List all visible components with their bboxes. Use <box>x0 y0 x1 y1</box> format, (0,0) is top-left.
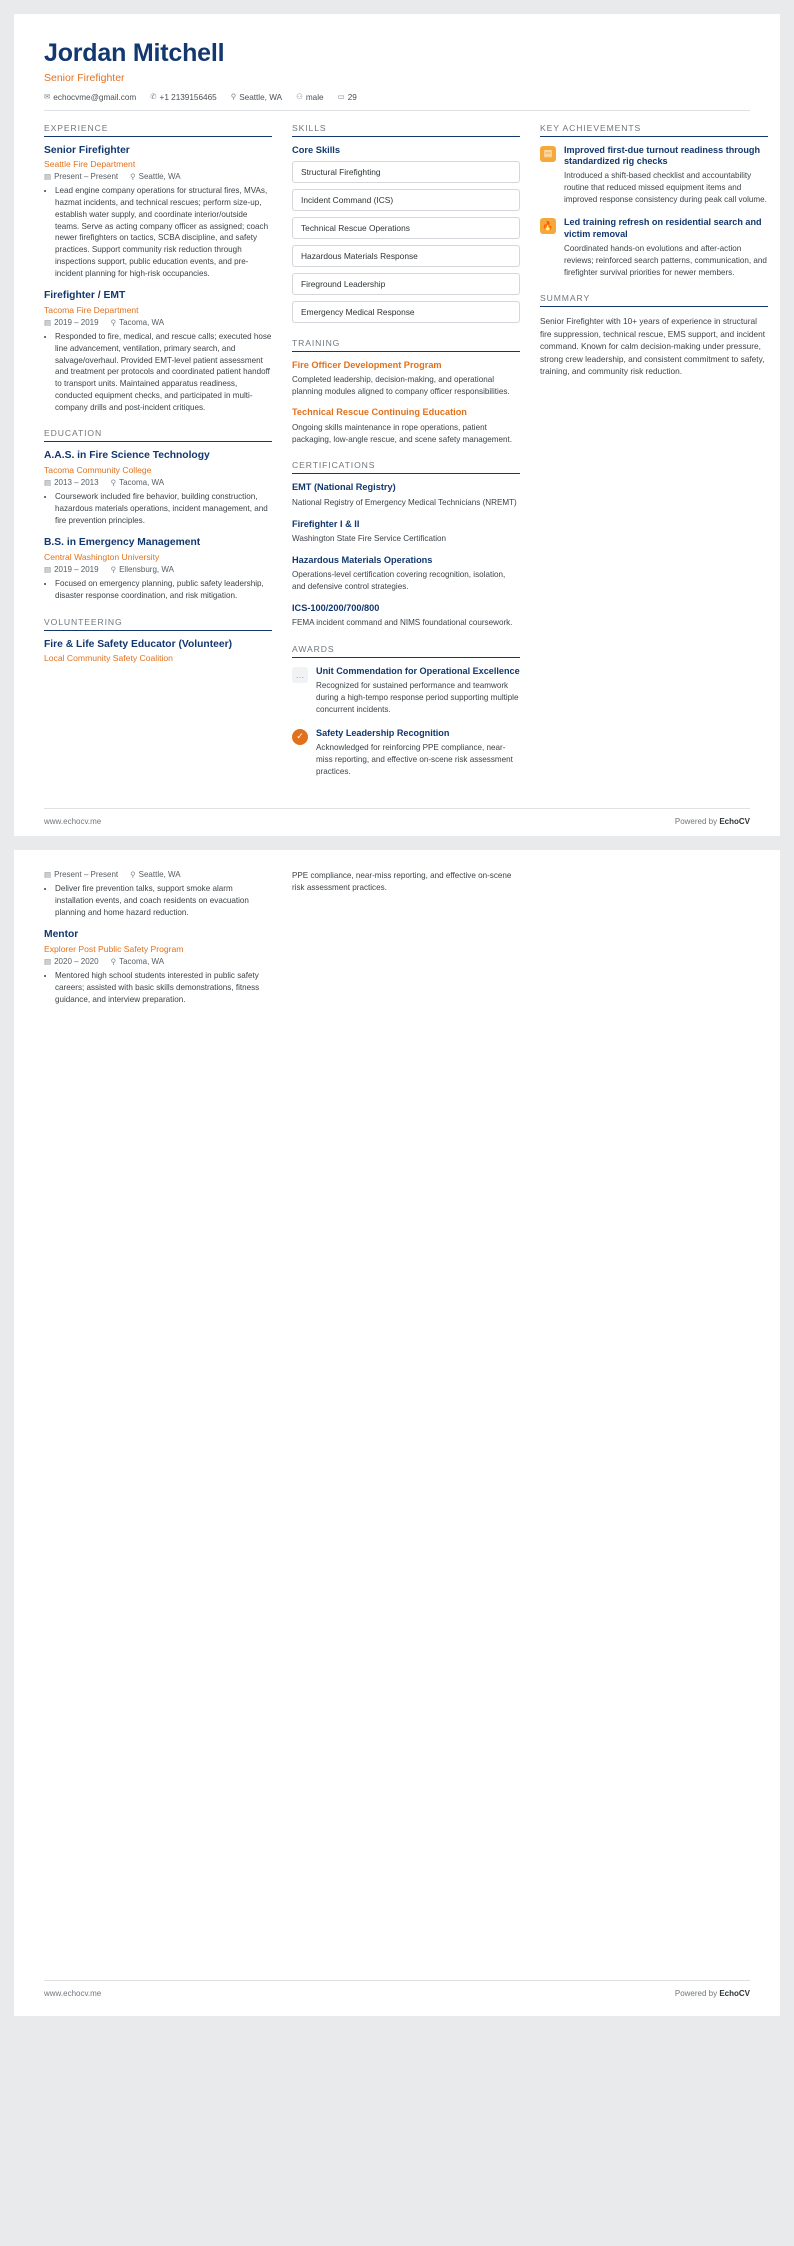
calendar-icon: ▤ <box>44 317 52 327</box>
experience-location <box>130 172 180 181</box>
achievement-title: Led training refresh on residential search and victim removal <box>564 217 762 239</box>
achievement-item <box>540 145 768 206</box>
section-title-volunteering: VOLUNTEERING <box>44 617 272 631</box>
section-title-skills: SKILLS <box>292 123 520 137</box>
section-awards <box>292 644 520 777</box>
volunteering-dates <box>44 870 118 879</box>
contact-age-text: 29 <box>347 92 357 102</box>
section-title-training: TRAINING <box>292 338 520 352</box>
section-volunteering <box>44 617 272 664</box>
training-item <box>292 407 520 445</box>
dots-icon: … <box>292 667 308 683</box>
section-training <box>292 338 520 446</box>
location-pin-icon: ⚲ <box>130 869 136 879</box>
education-location-text: Ellensburg, WA <box>119 565 174 575</box>
summary-text: Senior Firefighter with 10+ years of experience in structural fire suppression, technical rescue, EMS support, and incident command. Known for calm decision-making under pressure, strong crew leadership, and consistent commitment to safety, training, and community risk reduction. <box>540 316 766 377</box>
skill-chip: Incident Command (ICS) <box>292 189 520 211</box>
education-title: B.S. in Emergency Management <box>44 537 201 549</box>
column-middle <box>292 123 520 793</box>
list-item: • Responded to fire, medical, and rescue calls; executed hose line advancement, ventilation, primary search, and salvage/overhaul. Provided EMT-level patient assessment and treatment per protocols and coordinated patient handoff to transport units. Maintained apparatus readiness, conducted equipment checks, and participated in multi-company drills and post-incident critiques. <box>55 331 272 413</box>
certification-title: EMT (National Registry) <box>292 482 396 493</box>
achievement-body: Introduced a shift-based checklist and accountability routine that reduced missed equipment items and improved response consistency during peak call volume. <box>564 171 767 204</box>
experience-dates-text: 2019 – 2019 <box>54 318 99 328</box>
column-left-page2 <box>44 870 272 1016</box>
calendar-icon: ▤ <box>44 564 52 574</box>
certification-title: Firefighter I & II <box>292 518 360 529</box>
skill-chip: Hazardous Materials Response <box>292 245 520 267</box>
location-pin-icon: ⚲ <box>130 172 136 182</box>
training-item <box>292 360 520 398</box>
award-body: Recognized for sustained performance and teamwork during a high-tempo response period supporting multiple concurrent incidents. <box>316 681 519 714</box>
volunteering-location <box>130 870 180 879</box>
certification-title: ICS-100/200/700/800 <box>292 602 380 613</box>
footer-powered <box>675 817 750 826</box>
training-body: Completed leadership, decision-making, and operational planning modules aligned to company officer responsibilities. <box>292 375 510 396</box>
contact-location <box>231 93 282 102</box>
calendar-icon: ▤ <box>44 172 52 182</box>
contact-age <box>338 93 357 102</box>
certification-item <box>292 555 520 593</box>
education-org: Tacoma Community College <box>44 465 152 476</box>
award-item <box>292 666 520 716</box>
experience-meta <box>44 318 272 327</box>
skill-chip: Emergency Medical Response <box>292 301 520 323</box>
education-location <box>111 565 174 574</box>
header <box>44 40 750 111</box>
footer-powered-prefix: Powered by <box>674 1989 720 1999</box>
calendar-icon: ▭ <box>337 92 345 102</box>
section-key-achievements <box>540 123 768 279</box>
volunteering-org: Local Community Safety Coalition <box>44 653 173 664</box>
header-role: Senior Firefighter <box>44 71 125 84</box>
volunteering-dates-text: 2020 – 2020 <box>54 957 99 967</box>
training-body: Ongoing skills maintenance in rope operations, patient packaging, low-angle rescue, and scene safety management. <box>292 422 513 444</box>
award-title: Safety Leadership Recognition <box>316 727 450 738</box>
award-body-continued: PPE compliance, near-miss reporting, and effective on-scene risk assessment practices. <box>292 871 512 892</box>
section-skills <box>292 123 520 323</box>
footer-powered-prefix: Powered by <box>674 817 720 827</box>
calendar-icon: ▤ <box>44 957 52 967</box>
volunteering-entry <box>44 929 272 1005</box>
volunteering-meta <box>44 870 272 879</box>
education-bullets <box>44 491 272 526</box>
education-location <box>111 478 165 487</box>
experience-location <box>111 318 165 327</box>
education-dates-text: 2019 – 2019 <box>54 565 99 575</box>
body-columns-page2 <box>44 870 750 1016</box>
contact-gender-text: male <box>305 92 324 102</box>
section-title-awards: AWARDS <box>292 644 520 658</box>
resume-sheet-1 <box>14 14 780 836</box>
experience-title: Firefighter / EMT <box>44 290 126 302</box>
volunteering-meta <box>44 957 272 966</box>
volunteering-title: Mentor <box>44 929 79 941</box>
list-item: • Focused on emergency planning, public safety leadership, disaster response coordination, and risk mitigation. <box>55 578 272 601</box>
experience-org: Seattle Fire Department <box>44 159 136 170</box>
experience-entry <box>44 145 272 280</box>
contact-phone-text: +1 2139156465 <box>159 92 217 102</box>
location-pin-icon: ⚲ <box>110 317 117 327</box>
experience-location-text: Seattle, WA <box>138 172 181 182</box>
location-pin-icon: ⚲ <box>110 564 117 574</box>
certification-body: FEMA incident command and NIMS foundational coursework. <box>292 618 513 628</box>
education-org: Central Washington University <box>44 552 160 563</box>
education-dates-text: 2013 – 2013 <box>54 478 99 488</box>
skills-subhead: Core Skills <box>292 144 341 155</box>
list-item: • Mentored high school students interested in public safety careers; assisted with basic skills demonstrations, fitness guidance, and interview preparation. <box>55 970 272 1005</box>
contact-email-text: echocvme@gmail.com <box>53 92 137 102</box>
section-education <box>44 428 272 601</box>
experience-title: Senior Firefighter <box>44 144 130 156</box>
education-meta <box>44 478 272 487</box>
award-body: Acknowledged for reinforcing PPE compliance, near-miss reporting, and effective on-scene risk assessment practices. <box>316 743 513 776</box>
award-title: Unit Commendation for Operational Excellence <box>316 666 520 677</box>
section-summary <box>540 293 768 377</box>
certification-item <box>292 519 520 545</box>
section-certifications <box>292 460 520 629</box>
skill-chip: Fireground Leadership <box>292 273 520 295</box>
contact-location-text: Seattle, WA <box>239 92 283 102</box>
experience-org: Tacoma Fire Department <box>44 305 139 316</box>
volunteering-bullets <box>44 883 272 918</box>
footer-powered-brand: EchoCV <box>719 817 750 827</box>
section-title-experience: EXPERIENCE <box>44 123 272 137</box>
column-middle-page2 <box>292 870 520 893</box>
footer <box>44 808 750 836</box>
footer-site[interactable]: www.echocv.me <box>44 1989 102 1999</box>
certification-item <box>292 482 520 508</box>
footer-powered-brand: EchoCV <box>719 1989 750 1999</box>
list-item: • Deliver fire prevention talks, support smoke alarm installation events, and coach residents on evacuation planning and home hazard reduction. <box>55 883 272 918</box>
person-icon: ⚇ <box>296 92 303 102</box>
achievement-body: Coordinated hands-on evolutions and after-action reviews; reinforced search patterns, communication, and firefighter survival priorities for newer members. <box>564 244 767 277</box>
calendar-icon: ▤ <box>44 477 52 487</box>
experience-entry <box>44 290 272 413</box>
page-title: Jordan Mitchell <box>44 39 225 67</box>
resume-sheet-2 <box>14 850 780 2016</box>
experience-dates <box>44 318 99 327</box>
volunteering-dates-text: Present – Present <box>54 870 119 880</box>
contact-email[interactable] <box>44 93 136 102</box>
section-title-summary: SUMMARY <box>540 293 768 307</box>
experience-bullets <box>44 331 272 413</box>
location-pin-icon: ⚲ <box>110 477 117 487</box>
contact-phone[interactable] <box>150 93 216 102</box>
body-columns <box>44 122 767 793</box>
certification-body: Washington State Fire Service Certification <box>292 534 446 544</box>
volunteering-location <box>111 957 165 966</box>
footer-site[interactable]: www.echocv.me <box>44 817 102 827</box>
achievement-item <box>540 217 768 278</box>
experience-bullets <box>44 185 272 279</box>
experience-dates <box>44 172 118 181</box>
experience-location-text: Tacoma, WA <box>119 318 165 328</box>
list-item: • Coursework included fire behavior, building construction, hazardous materials operations, incident management, and fire prevention principles. <box>55 491 272 526</box>
fire-icon: 🔥 <box>540 218 556 234</box>
check-circle-icon: ✓ <box>292 729 308 745</box>
education-dates <box>44 478 99 487</box>
footer-powered <box>675 1989 750 1998</box>
experience-dates-text: Present – Present <box>54 172 119 182</box>
experience-meta <box>44 172 272 181</box>
volunteering-entry <box>44 870 272 918</box>
footer <box>44 1980 750 2008</box>
certification-body: National Registry of Emergency Medical Technicians (NREMT) <box>292 497 517 507</box>
achievement-title: Improved first-due turnout readiness through standardized rig checks <box>564 144 761 166</box>
list-item: • Lead engine company operations for structural fires, MVAs, hazmat incidents, and technical rescues; perform size-up, establish water supply, and coordinate interior/outside teams. Serve as acting company officer as assigned; coach newer firefighters on tactics, SCBA discipline, and safety practices. Support community risk reduction through inspections support, public education events, and pre-incident planning for high-risk occupancies. <box>55 185 272 279</box>
training-title: Technical Rescue Continuing Education <box>292 407 467 418</box>
education-location-text: Tacoma, WA <box>119 478 165 488</box>
envelope-icon: ✉ <box>44 92 51 102</box>
volunteering-location-text: Seattle, WA <box>138 870 181 880</box>
contact-gender <box>296 93 323 102</box>
education-entry <box>44 537 272 601</box>
training-title: Fire Officer Development Program <box>292 359 442 370</box>
education-dates <box>44 565 99 574</box>
phone-icon: ✆ <box>150 92 157 102</box>
volunteering-entry <box>44 639 272 664</box>
section-experience <box>44 123 272 414</box>
certification-body: Operations-level certification covering recognition, isolation, and defensive control strategies. <box>292 570 506 592</box>
location-pin-icon: ⚲ <box>230 92 237 102</box>
education-meta <box>44 565 272 574</box>
skill-chip: Structural Firefighting <box>292 161 520 183</box>
volunteering-location-text: Tacoma, WA <box>119 957 165 967</box>
column-right <box>540 123 768 393</box>
education-entry <box>44 450 272 526</box>
clipboard-check-icon: ▤ <box>540 146 556 162</box>
section-title-certifications: CERTIFICATIONS <box>292 460 520 474</box>
contact-row <box>44 93 750 111</box>
volunteering-title: Fire & Life Safety Educator (Volunteer) <box>44 638 233 650</box>
volunteering-org: Explorer Post Public Safety Program <box>44 944 184 955</box>
award-item <box>292 728 520 778</box>
skill-chip: Technical Rescue Operations <box>292 217 520 239</box>
volunteering-bullets <box>44 970 272 1005</box>
education-bullets <box>44 578 272 601</box>
certification-item <box>292 603 520 629</box>
section-title-education: EDUCATION <box>44 428 272 442</box>
certification-title: Hazardous Materials Operations <box>292 554 433 565</box>
section-title-key-achievements: KEY ACHIEVEMENTS <box>540 123 768 137</box>
volunteering-dates <box>44 957 99 966</box>
column-left <box>44 123 272 679</box>
education-title: A.A.S. in Fire Science Technology <box>44 450 210 462</box>
location-pin-icon: ⚲ <box>110 957 117 967</box>
calendar-icon: ▤ <box>44 869 52 879</box>
